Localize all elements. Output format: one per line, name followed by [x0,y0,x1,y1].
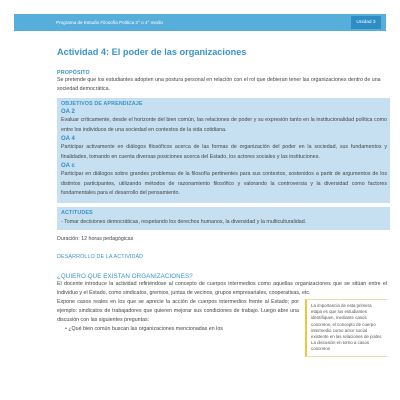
unit-badge: Unidad 3 [351,16,381,29]
page-header [0,0,400,44]
oa-code: OA 2 [61,109,75,115]
teacher-note-box: La importancia de esta primera etapa es que los estudiantes identifiquen, mediante casos concretos, el concepto de cuerpo intermedio como actor social existente en las relaciones de poder. La discusión en torno a casos concretos [305,299,387,357]
purpose-heading: PROPÓSITO [57,70,90,76]
question-paragraph: El docente introduce la actividad refiriéndose al concepto de cuerpos intermedios como aquellas organizaciones que se sitúan entre el individuo y el Estado, como sindicatos, gremios, juntas de vecinos, grupos empresariales, cooperativas, etc. [57,281,387,296]
activity-title: Actividad 4: El poder de las organizaciones [57,47,247,57]
question-heading: ¿QUIERO QUE EXISTAN ORGANIZACIONES? [57,273,193,280]
oa-code: OA c [61,163,75,169]
attitudes-heading: ACTITUDES [61,209,93,216]
two-column-section [57,298,387,357]
oa-text: Participar en diálogos sobre grandes problemas de la filosofía pertinentes para sus contextos, sostenidos a partir de argumentos de los distintos participantes, utilizando métodos de razonamiento filosófico y valorando la controversia y la diversidad como factores fundamentales para el desarrollo del pensamiento. [61,171,387,196]
header-bar [14,14,386,31]
program-title: Programa de Estudio Filosofía Política 3° o 4° medio [56,20,164,25]
cases-paragraph: Expone casos reales en los que se aprecie la acción de cuerpos intermedios frente al Estado; por ejemplo: sindicatos de trabajadores que quieren mejorar sus condiciones de trabajo. Luego abre una discusión con las siguientes preguntas: [57,299,299,323]
development-heading: DESARROLLO DE LA ACTIVIDAD [57,254,144,260]
duration-text: Duración: 12 horas pedagógicas [57,236,134,242]
purpose-text: Se pretende que los estudiantes adopten una postura personal en relación con el rol que debieran tener las organizaciones dentro de una sociedad democrática. [57,77,381,92]
oa-text: Evaluar críticamente, desde el horizonte del bien común, las relaciones de poder y su expresión tanto en la institucionalidad política como entre los individuos de una sociedad en contextos de la vida cotidiana. [61,117,387,133]
attitudes-text: - Tomar decisiones democráticas, respetando los derechos humanos, la diversidad y la multiculturalidad. [61,218,307,225]
attitudes-box [57,207,390,231]
oa-code: OA 4 [61,136,75,142]
objectives-box [57,98,390,203]
document-content [57,44,387,357]
question-bullet: • ¿Qué bien común buscan las organizaciones mencionadas en los [65,326,223,332]
objectives-heading: OBJETIVOS DE APRENDIZAJE [61,101,143,107]
left-column [57,298,299,357]
oa-text: Participar activamente en diálogos filosóficos acerca de las formas de organización del poder en la sociedad, sus fundamentos y finalidades, tomando en cuenta diversas posiciones acerca del Estado, los actores sociales y las instituciones. [61,144,387,160]
